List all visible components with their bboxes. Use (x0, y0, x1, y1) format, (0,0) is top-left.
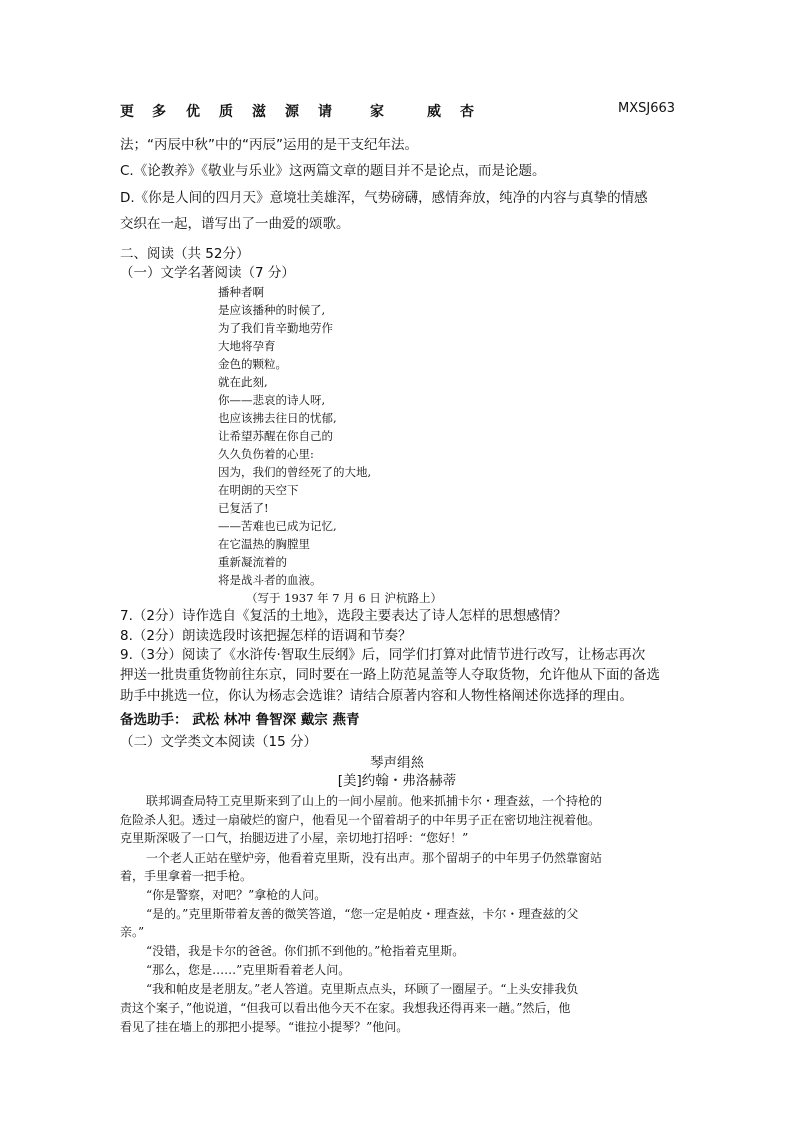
story-line: “你是警察，对吧？”拿枪的人问。 (146, 888, 327, 902)
option-c: C.《论教养》《敬业与乐业》这两篇文章的题目并不是论点，而是论题。 (120, 163, 546, 179)
question-8: 8.（2分）朗读选段时该把握怎样的语调和节奏？ (120, 628, 412, 644)
poem-line: 为了我们肯辛勤地劳作 (218, 321, 333, 335)
poem-line: 播种者啊 (218, 285, 264, 299)
header-char: 请 (318, 104, 332, 120)
poem-line: 大地将孕育 (218, 339, 276, 353)
header-code: MXSJ663 (618, 101, 676, 116)
story-line: 亲。” (120, 925, 145, 939)
header-char: 家 (370, 104, 384, 120)
story-line: “没错，我是卡尔的爸爸。你们抓不到他的。”枪指着克里斯。 (146, 944, 465, 958)
story-title: 琴声绢𢇁 (370, 755, 424, 771)
section-title: 二、阅读（共 52分） (120, 246, 250, 262)
poem-date: （写于 1937 年 7 月 6 日 沪杭路上） (246, 591, 442, 605)
header-char: 源 (285, 104, 299, 120)
poem-line: 是应该播种的时候了, (218, 303, 326, 317)
header-char: 杏 (460, 104, 474, 120)
header-char: 更 (120, 104, 134, 120)
header-char: 优 (186, 104, 200, 120)
helper-list: 备选助手： 武松 林冲 鲁智深 戴宗 燕青 (120, 712, 360, 728)
header-char: 滋 (252, 104, 266, 120)
poem-line: 因为，我们的曾经死了的大地, (218, 465, 372, 479)
poem-line: 金色的颗粒。 (218, 357, 287, 371)
poem-line: 在明朗的天空下 (218, 483, 299, 497)
header-char: 威 (427, 104, 441, 120)
story-author: [美]约翰・弗洛赫蒂 (337, 773, 457, 789)
story-line: 着，手里拿着一把手枪。 (120, 869, 253, 883)
poem-line: 已复活了! (218, 501, 269, 515)
story-line: 联邦调查局特工克里斯来到了山上的一间小屋前。他来抓捕卡尔・理查兹，一个持枪的 (146, 794, 603, 808)
poem-line: 就在此刻, (218, 375, 268, 389)
question-9-line3: 助手中挑选一位，你认为杨志会选谁？请结合原著内容和人物性格阐述你选择的理由。 (120, 688, 633, 704)
page-header (0, 101, 794, 121)
poem-line: 将是战斗者的血液。 (218, 573, 322, 587)
poem-line: 久久负伤着的心里: (218, 447, 314, 461)
option-d-line1: D.《你是人间的四月天》意境壮美雄浑，气势磅礴，感情奔放，纯净的内容与真挚的情感 (120, 190, 648, 206)
poem-line: 在它温热的胸膛里 (218, 537, 310, 551)
story-line: 克里斯深吸了一口气，抬腿迈进了小屋，亲切地打招呼：“您好！” (120, 831, 469, 845)
question-7: 7.（2分）诗作选自《复活的土地》，选段主要表达了诗人怎样的思想感情？ (120, 608, 567, 624)
subsection-title: （一）文学名著阅读（7 分） (120, 265, 295, 281)
option-b-tail: 法；“丙辰中秋”中的“丙辰”运用的是干支纪年法。 (120, 137, 418, 153)
story-line: 责这个案子，”他说道，“但我可以看出他今天不在家。我想我还得再来一趟。”然后，他 (120, 1001, 571, 1015)
story-line: 看见了挂在墙上的那把小提琴。“谁拉小提琴？”他问。 (120, 1020, 409, 1034)
option-d-line2: 交织在一起，谱写出了一曲爱的颂歌。 (120, 216, 350, 232)
subsection-title-2: （二）文学类文本阅读（15 分） (120, 734, 317, 750)
poem-line: 也应该拂去往日的忧郁, (218, 411, 337, 425)
poem-line: ——苦难也已成为记忆, (218, 519, 337, 533)
header-char: 质 (219, 104, 233, 120)
story-line: “是的。”克里斯带着友善的微笑答道，“您一定是帕皮・理查兹，卡尔・理查兹的父 (146, 907, 579, 921)
story-line: 危险杀人犯。透过一扇破烂的窗户，他看见一个留着胡子的中年男子正在密切地注视着他。 (120, 813, 601, 827)
story-line: 一个老人正站在壁炉旁，他看着克里斯，没有出声。那个留胡子的中年男子仍然靠窗站 (146, 851, 603, 865)
poem-line: 你——悲哀的诗人呀, (218, 393, 326, 407)
poem-line: 让希望苏醒在你自己的 (218, 429, 333, 443)
question-9-line2: 押送一批贵重货物前往东京，同时要在一路上防范晁盖等人夺取货物，允许他从下面的备选 (120, 667, 660, 683)
story-line: “我和帕皮是老朋友。”老人答道。克里斯点点头，环顾了一圈屋子。“上头安排我负 (146, 982, 579, 996)
story-line: “那么，您是……”克里斯看着老人问。 (146, 963, 351, 977)
poem-line: 重新凝流着的 (218, 555, 287, 569)
header-char: 多 (152, 104, 166, 120)
question-9-line1: 9.（3分）阅读了《水浒传·智取生辰纲》后，同学们打算对此情节进行改写，让杨志再次 (120, 647, 646, 663)
